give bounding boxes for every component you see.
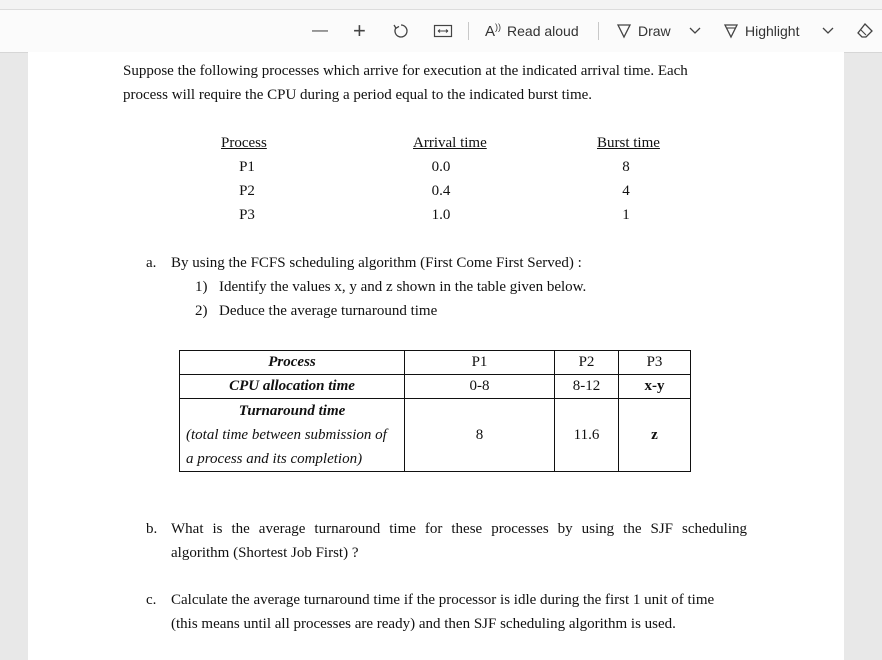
question-a-marker: a.: [146, 255, 157, 271]
table-header-cell: Process: [180, 351, 405, 375]
fcfs-table: [179, 350, 691, 472]
erase-button[interactable]: [856, 10, 874, 52]
table-row-label: [180, 399, 405, 472]
fit-page-button[interactable]: [433, 10, 453, 52]
table-row: [180, 399, 691, 472]
highlight-options-dropdown[interactable]: [822, 10, 834, 52]
list-item-number: 2): [195, 303, 208, 319]
process-cell: P2: [239, 183, 255, 199]
toolbar-divider: [468, 22, 469, 40]
table-cell: 8-12: [555, 375, 619, 399]
reader-toolbar: [0, 10, 882, 53]
question-b-line-1: What is the average turnaround time for these processes by using the SJF scheduling: [171, 521, 747, 537]
highlighter-icon: [723, 23, 739, 39]
turnaround-note-2: a process and its completion): [186, 451, 363, 467]
arrival-header: Arrival time: [413, 135, 487, 151]
question-c-line-2: (this means until all processes are ready) and then SJF scheduling algorithm is used.: [171, 616, 676, 632]
table-header-cell: P3: [619, 351, 691, 375]
read-aloud-icon: A)): [485, 22, 502, 40]
question-b-marker: b.: [146, 521, 158, 537]
list-item-text: Identify the values x, y and z shown in the table given below.: [219, 279, 587, 295]
burst-cell: 1: [622, 207, 630, 223]
table-cell: 0-8: [405, 375, 555, 399]
fit-page-icon: [433, 23, 453, 39]
arrival-cell: 1.0: [431, 207, 451, 223]
window-top-strip: [0, 0, 882, 10]
read-aloud-button[interactable]: [485, 10, 579, 52]
process-cell: P3: [239, 207, 255, 223]
arrival-cell: 0.4: [431, 183, 451, 199]
rotate-button[interactable]: [392, 10, 410, 52]
table-row-label: CPU allocation time: [180, 375, 405, 399]
read-aloud-label: Read aloud: [507, 23, 579, 39]
zoom-out-button[interactable]: [312, 10, 328, 52]
intro-line-2: process will require the CPU during a period equal to the indicated burst time.: [123, 87, 593, 103]
burst-header: Burst time: [597, 135, 660, 151]
question-b-line-2: algorithm (Shortest Job First) ?: [171, 545, 359, 561]
chevron-down-icon: [822, 27, 834, 35]
list-item-number: 1): [195, 279, 208, 295]
table-row: [180, 375, 691, 399]
table-cell: 8: [405, 399, 555, 472]
process-header: Process: [221, 135, 267, 151]
table-header-cell: P2: [555, 351, 619, 375]
question-c-marker: c.: [146, 592, 157, 608]
turnaround-label: Turnaround time: [238, 403, 346, 419]
table-row: [180, 351, 691, 375]
burst-cell: 4: [622, 183, 630, 199]
highlight-label: Highlight: [745, 23, 800, 39]
list-item-text: Deduce the average turnaround time: [219, 303, 438, 319]
turnaround-note-1: (total time between submission of: [186, 427, 387, 443]
chevron-down-icon: [689, 27, 701, 35]
table-header-cell: P1: [405, 351, 555, 375]
draw-button[interactable]: [616, 10, 671, 52]
zoom-in-icon: +: [353, 18, 366, 43]
process-cell: P1: [239, 159, 255, 175]
highlight-button[interactable]: [723, 10, 799, 52]
rotate-icon: [392, 22, 410, 40]
table-cell: 11.6: [555, 399, 619, 472]
draw-label: Draw: [638, 23, 671, 39]
zoom-in-button[interactable]: [353, 10, 366, 52]
table-cell: z: [619, 399, 691, 472]
question-c-line-1: Calculate the average turnaround time if the processor is idle during the first 1 unit of time: [171, 592, 715, 608]
question-a-text: By using the FCFS scheduling algorithm (First Come First Served) :: [171, 255, 582, 271]
eraser-icon: [856, 22, 874, 40]
draw-options-dropdown[interactable]: [689, 10, 701, 52]
draw-pen-icon: [616, 23, 632, 39]
table-cell: x-y: [619, 375, 691, 399]
arrival-cell: 0.0: [431, 159, 451, 175]
burst-cell: 8: [622, 159, 630, 175]
toolbar-divider: [598, 22, 599, 40]
intro-line-1: Suppose the following processes which arrive for execution at the indicated arrival time. Each: [123, 63, 688, 79]
zoom-out-icon: —: [312, 22, 328, 39]
